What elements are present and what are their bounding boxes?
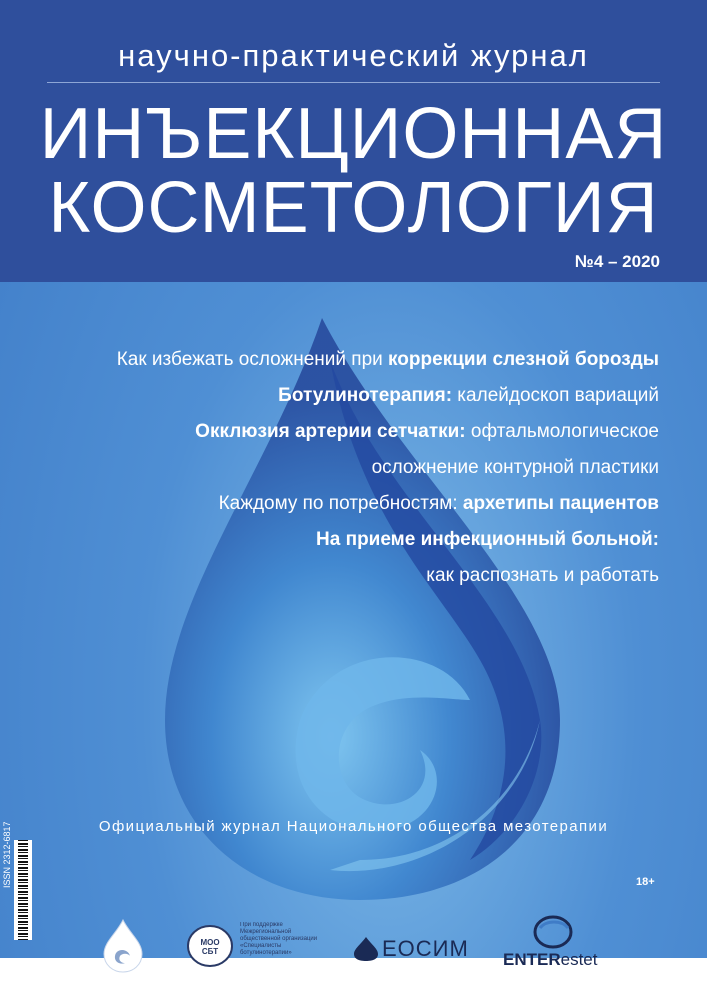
eosim-logo-text: ЕОСИМ <box>382 936 469 961</box>
official-journal-note: Официальный журнал Национального общества мезотерапии <box>98 818 609 835</box>
mesotherapy-society-logo <box>100 918 146 974</box>
eosim-emblem-icon <box>352 936 380 962</box>
enterestet-globe-icon <box>532 914 574 950</box>
journal-subtitle: научно-практический журнал <box>118 38 589 73</box>
header-divider <box>47 82 660 83</box>
headline: Окклюзия артерии сетчатки: офтальмологическое <box>195 421 659 442</box>
barcode-bars <box>18 840 28 940</box>
headline: Ботулинотерапия: калейдоскоп вариаций <box>278 385 659 406</box>
issue-number: №4 – 2020 <box>574 252 660 271</box>
cover-header <box>0 0 707 282</box>
enterestet-logo-text: ENTERestet <box>503 950 598 969</box>
headline: Как избежать осложнений при коррекции слезной борозды <box>116 349 659 370</box>
headline: осложнение контурной пластики <box>371 457 659 478</box>
age-rating: 18+ <box>636 876 655 888</box>
barcode <box>14 840 32 940</box>
headline: На приеме инфекционный больной: <box>316 529 659 550</box>
cover-headlines <box>117 342 659 594</box>
moo-sbt-caption: При поддержке Межрегиональной общественной организации «Специалисты ботулинотерапии» <box>240 922 318 956</box>
headline: как распознать и работать <box>426 565 659 586</box>
journal-title-line1: ИНЪЕКЦИОННАЯ <box>39 94 668 174</box>
headline: Каждому по потребностям: архетипы пациентов <box>218 493 659 514</box>
issn-label: ISSN 2312-6817 <box>2 821 12 888</box>
moo-sbt-logo-text: МОО СБТ <box>200 938 220 956</box>
journal-title-line2: КОСМЕТОЛОГИЯ <box>48 168 659 248</box>
